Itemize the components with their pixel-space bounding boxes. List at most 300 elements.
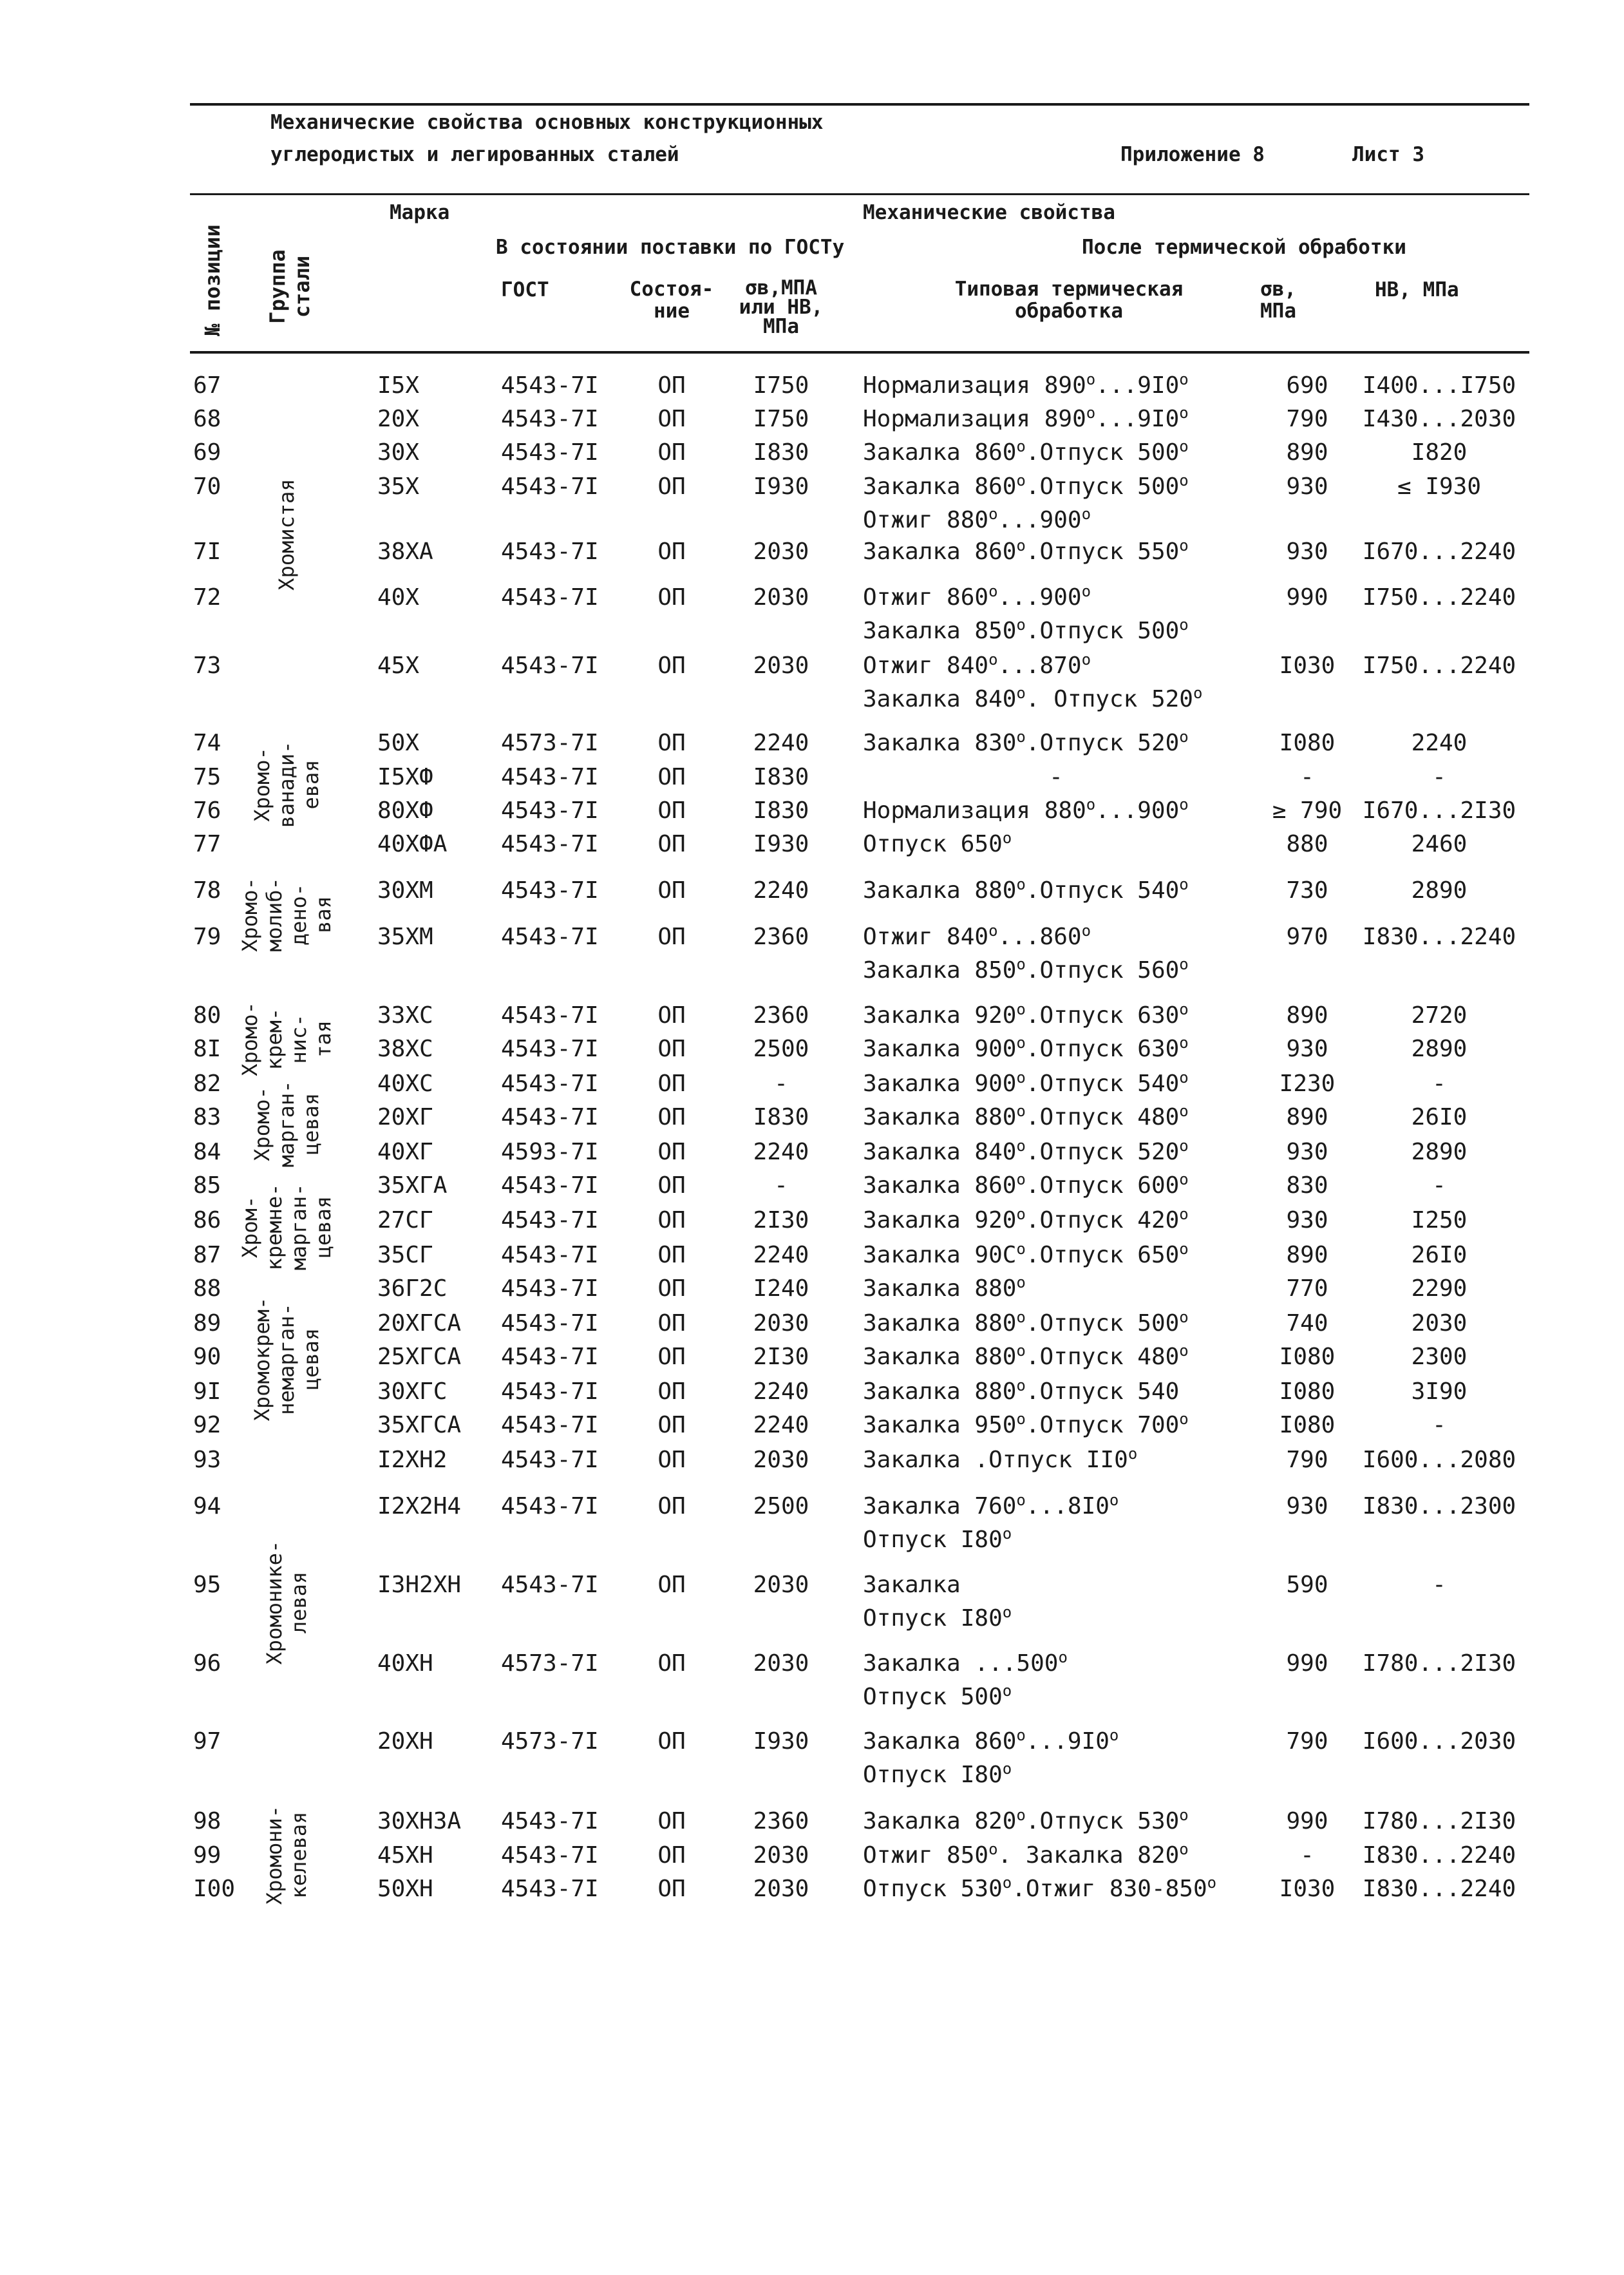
row-treatment-line: Отпуск I80$^o$ bbox=[863, 1760, 1012, 1788]
row-hb: 2890 bbox=[1411, 1139, 1468, 1165]
row-condition: ОП bbox=[657, 1104, 686, 1130]
row-treatment-line: Отжиг 840$^o$...870$^o$ bbox=[863, 651, 1091, 679]
row-treatment-line: Закалка 830$^o$.Отпуск 520$^o$ bbox=[863, 728, 1189, 756]
row-sigma: 970 bbox=[1286, 924, 1328, 950]
row-position: 84 bbox=[193, 1139, 222, 1165]
row-gost: 4543-7I bbox=[501, 1071, 599, 1097]
row-delivery-value: 2240 bbox=[753, 1412, 809, 1438]
row-treatment-line: Закалка 840$^o$. Отпуск 520$^o$ bbox=[863, 684, 1203, 712]
row-gost: 4543-7I bbox=[501, 1036, 599, 1062]
row-condition: ОП bbox=[657, 1650, 686, 1677]
row-treatment-line: Закалка 920$^o$.Отпуск 420$^o$ bbox=[863, 1205, 1189, 1233]
row-gost: 4543-7I bbox=[501, 1002, 599, 1029]
row-sigma: - bbox=[1300, 1842, 1314, 1869]
row-delivery-value: 2240 bbox=[753, 1378, 809, 1405]
row-condition: ОП bbox=[657, 538, 686, 565]
row-sigma: - bbox=[1300, 764, 1314, 790]
row-condition: ОП bbox=[657, 1412, 686, 1438]
row-grade: 30ХН3А bbox=[377, 1808, 462, 1834]
row-delivery-value: 2240 bbox=[753, 877, 809, 904]
row-treatment-line: Закалка 920$^o$.Отпуск 630$^o$ bbox=[863, 1000, 1189, 1029]
row-sigma: 930 bbox=[1286, 538, 1328, 565]
row-hb: 2290 bbox=[1411, 1275, 1468, 1302]
row-sigma: 990 bbox=[1286, 1808, 1328, 1834]
row-delivery-value: 2240 bbox=[753, 1139, 809, 1165]
row-grade: 80ХФ bbox=[377, 797, 433, 824]
row-grade: 20ХГСА bbox=[377, 1310, 462, 1337]
row-sigma: 890 bbox=[1286, 1104, 1328, 1130]
column-header-position: № позиции bbox=[200, 224, 225, 336]
row-condition: ОП bbox=[657, 1139, 686, 1165]
row-treatment-line: Отпуск 500$^o$ bbox=[863, 1682, 1012, 1710]
row-hb: I250 bbox=[1411, 1207, 1468, 1233]
row-gost: 4543-7I bbox=[501, 584, 599, 611]
group-label-chromium-molybdenum: Хромо- молиб- дено- вая bbox=[238, 877, 335, 952]
row-delivery-value: 2500 bbox=[753, 1036, 809, 1062]
row-delivery-value: 2240 bbox=[753, 1242, 809, 1268]
row-grade: 40ХС bbox=[377, 1071, 433, 1097]
row-sigma: 790 bbox=[1286, 406, 1328, 432]
row-gost: 4543-7I bbox=[501, 1378, 599, 1405]
row-grade: I5Х bbox=[377, 372, 420, 399]
row-sigma: I080 bbox=[1279, 1378, 1336, 1405]
row-gost: 4543-7I bbox=[501, 1275, 599, 1302]
row-treatment-line: Закалка 860$^o$...9I0$^o$ bbox=[863, 1726, 1119, 1755]
row-condition: ОП bbox=[657, 1447, 686, 1473]
row-gost: 4543-7I bbox=[501, 1412, 599, 1438]
row-treatment-line: Закалка .Отпуск II0$^o$ bbox=[863, 1445, 1138, 1473]
row-condition: ОП bbox=[657, 473, 686, 500]
row-grade: 50ХН bbox=[377, 1876, 433, 1902]
row-hb: 26I0 bbox=[1411, 1104, 1468, 1130]
row-treatment-line: Закалка 850$^o$.Отпуск 500$^o$ bbox=[863, 616, 1189, 644]
row-position: 93 bbox=[193, 1447, 222, 1473]
row-condition: ОП bbox=[657, 1572, 686, 1598]
row-position: 75 bbox=[193, 764, 222, 790]
row-treatment-line: Закалка 820$^o$.Отпуск 530$^o$ bbox=[863, 1806, 1189, 1834]
row-grade: 20ХН bbox=[377, 1728, 433, 1755]
row-grade: 35Х bbox=[377, 473, 420, 500]
row-grade: 38ХС bbox=[377, 1036, 433, 1062]
row-grade: 40ХН bbox=[377, 1650, 433, 1677]
row-grade: 45Х bbox=[377, 652, 420, 679]
row-delivery-value: 2360 bbox=[753, 924, 809, 950]
row-gost: 4543-7I bbox=[501, 924, 599, 950]
row-gost: 4573-7I bbox=[501, 1728, 599, 1755]
row-hb: - bbox=[1432, 1572, 1446, 1598]
group-label-chromium: Хромистая bbox=[274, 479, 299, 591]
column-header-after-heat-treatment: После термической обработки bbox=[1082, 236, 1406, 259]
row-delivery-value: I830 bbox=[753, 797, 809, 824]
top-rule bbox=[190, 103, 1529, 106]
row-sigma: 790 bbox=[1286, 1728, 1328, 1755]
row-position: 7I bbox=[193, 538, 222, 565]
row-position: 82 bbox=[193, 1071, 222, 1097]
row-gost: 4543-7I bbox=[501, 1242, 599, 1268]
row-condition: ОП bbox=[657, 877, 686, 904]
row-hb: ≤ I930 bbox=[1397, 473, 1482, 500]
row-sigma: 690 bbox=[1286, 372, 1328, 399]
row-condition: ОП bbox=[657, 924, 686, 950]
group-label-silicon-manganese: Хром- кремне- марган- цевая bbox=[238, 1183, 335, 1271]
row-sigma: 930 bbox=[1286, 1207, 1328, 1233]
row-hb: I670...2I30 bbox=[1362, 797, 1516, 824]
row-gost: 4543-7I bbox=[501, 1344, 599, 1370]
group-label-chromium-silicon-manganese: Хромокрем- немарган- цевая bbox=[250, 1297, 323, 1422]
row-delivery-value: I930 bbox=[753, 831, 809, 857]
row-position: 80 bbox=[193, 1002, 222, 1029]
row-condition: ОП bbox=[657, 652, 686, 679]
row-hb: I750...2240 bbox=[1362, 584, 1516, 611]
group-label-chromium-nickel: Хромонике- левая bbox=[262, 1540, 311, 1665]
group-label-chromium-vanadium: Хромо- ванади- евая bbox=[250, 741, 323, 828]
row-grade: 40Х bbox=[377, 584, 420, 611]
row-delivery-value: 2I30 bbox=[753, 1344, 809, 1370]
row-delivery-value: I830 bbox=[753, 439, 809, 466]
row-treatment-line: Закалка 860$^o$.Отпуск 500$^o$ bbox=[863, 437, 1189, 466]
row-hb: 2300 bbox=[1411, 1344, 1468, 1370]
row-hb: 2890 bbox=[1411, 877, 1468, 904]
row-delivery-value: I830 bbox=[753, 764, 809, 790]
row-condition: ОП bbox=[657, 584, 686, 611]
row-gost: 4543-7I bbox=[501, 1172, 599, 1199]
table-top-rule bbox=[190, 193, 1529, 195]
row-position: 72 bbox=[193, 584, 222, 611]
row-sigma: 890 bbox=[1286, 439, 1328, 466]
column-header-gost: ГОСТ bbox=[501, 278, 549, 301]
row-grade: 40ХФА bbox=[377, 831, 448, 857]
column-header-mechanical-properties: Механические свойства bbox=[863, 201, 1115, 224]
row-position: 9I bbox=[193, 1378, 222, 1405]
row-sigma: 790 bbox=[1286, 1447, 1328, 1473]
column-header-treatment: Типовая термическая обработка bbox=[954, 278, 1184, 323]
row-hb: 2030 bbox=[1411, 1310, 1468, 1337]
row-delivery-value: 2030 bbox=[753, 652, 809, 679]
row-hb: I400...I750 bbox=[1362, 372, 1516, 399]
row-grade: 50Х bbox=[377, 730, 420, 756]
row-condition: ОП bbox=[657, 1275, 686, 1302]
row-sigma: 990 bbox=[1286, 1650, 1328, 1677]
row-sigma: 890 bbox=[1286, 1002, 1328, 1029]
column-header-hb: НВ, МПа bbox=[1375, 278, 1459, 301]
row-grade: 20Х bbox=[377, 406, 420, 432]
row-gost: 4593-7I bbox=[501, 1139, 599, 1165]
row-hb: I830...2240 bbox=[1362, 924, 1516, 950]
row-grade: 40ХГ bbox=[377, 1139, 433, 1165]
row-treatment-line: Закалка 880$^o$ bbox=[863, 1273, 1026, 1302]
row-treatment-line: Отжиг 860$^o$...900$^o$ bbox=[863, 582, 1091, 611]
row-delivery-value: I830 bbox=[753, 1104, 809, 1130]
sheet-label: Лист 3 bbox=[1352, 143, 1424, 166]
column-header-group: Группа стали bbox=[265, 249, 314, 324]
row-hb: I830...2300 bbox=[1362, 1493, 1516, 1519]
row-treatment-line: Закалка 840$^o$.Отпуск 520$^o$ bbox=[863, 1137, 1189, 1165]
row-condition: ОП bbox=[657, 372, 686, 399]
column-header-delivery-state: В состоянии поставки по ГОСТу bbox=[496, 236, 845, 259]
row-grade: 30ХМ bbox=[377, 877, 433, 904]
row-position: 85 bbox=[193, 1172, 222, 1199]
row-grade: I3Н2ХН bbox=[377, 1572, 462, 1598]
row-gost: 4543-7I bbox=[501, 1876, 599, 1902]
row-position: 96 bbox=[193, 1650, 222, 1677]
row-treatment-line: Закалка 880$^o$.Отпуск 480$^o$ bbox=[863, 1102, 1189, 1130]
row-hb: 3I90 bbox=[1411, 1378, 1468, 1405]
row-grade: 35СГ bbox=[377, 1242, 433, 1268]
row-hb: 2720 bbox=[1411, 1002, 1468, 1029]
row-delivery-value: 2030 bbox=[753, 1842, 809, 1869]
column-header-grade: Марка bbox=[390, 201, 450, 224]
row-hb: - bbox=[1432, 764, 1446, 790]
row-treatment-line: Отжиг 840$^o$...860$^o$ bbox=[863, 922, 1091, 950]
row-sigma: 930 bbox=[1286, 1139, 1328, 1165]
document-title-line-1: Механические свойства основных конструкционных bbox=[270, 111, 824, 134]
row-hb: - bbox=[1432, 1071, 1446, 1097]
row-position: I00 bbox=[193, 1876, 236, 1902]
row-gost: 4543-7I bbox=[501, 652, 599, 679]
group-label-chromium-silicon: Хромо- крем- нис- тая bbox=[238, 1002, 335, 1076]
row-position: 98 bbox=[193, 1808, 222, 1834]
row-hb: 2460 bbox=[1411, 831, 1468, 857]
row-delivery-value: 2030 bbox=[753, 1447, 809, 1473]
row-sigma: I030 bbox=[1279, 652, 1336, 679]
row-treatment-line: Закалка 860$^o$.Отпуск 600$^o$ bbox=[863, 1170, 1189, 1199]
row-grade: 38ХА bbox=[377, 538, 433, 565]
row-hb: I600...2030 bbox=[1362, 1728, 1516, 1755]
row-sigma: 890 bbox=[1286, 1242, 1328, 1268]
row-position: 78 bbox=[193, 877, 222, 904]
row-treatment-line: Закалка 850$^o$.Отпуск 560$^o$ bbox=[863, 955, 1189, 984]
row-treatment-line: Отпуск I80$^o$ bbox=[863, 1603, 1012, 1632]
row-gost: 4543-7I bbox=[501, 1808, 599, 1834]
row-treatment-line: Закалка 880$^o$.Отпуск 540 bbox=[863, 1376, 1180, 1405]
row-condition: ОП bbox=[657, 831, 686, 857]
row-treatment-line: Закалка 880$^o$.Отпуск 540$^o$ bbox=[863, 875, 1189, 904]
row-gost: 4543-7I bbox=[501, 877, 599, 904]
row-gost: 4543-7I bbox=[501, 406, 599, 432]
row-treatment-line: Закалка 760$^o$...8I0$^o$ bbox=[863, 1491, 1119, 1519]
row-gost: 4543-7I bbox=[501, 1207, 599, 1233]
row-gost: 4543-7I bbox=[501, 797, 599, 824]
row-hb: 26I0 bbox=[1411, 1242, 1468, 1268]
row-grade: 35ХГА bbox=[377, 1172, 448, 1199]
row-position: 87 bbox=[193, 1242, 222, 1268]
row-sigma: 740 bbox=[1286, 1310, 1328, 1337]
row-sigma: 930 bbox=[1286, 1036, 1328, 1062]
row-hb: I830...2240 bbox=[1362, 1876, 1516, 1902]
row-hb: I780...2I30 bbox=[1362, 1650, 1516, 1677]
row-sigma: I080 bbox=[1279, 1412, 1336, 1438]
row-treatment-line: Закалка 860$^o$.Отпуск 550$^o$ bbox=[863, 537, 1189, 565]
row-delivery-value: 2030 bbox=[753, 1876, 809, 1902]
row-gost: 4543-7I bbox=[501, 372, 599, 399]
row-condition: ОП bbox=[657, 1071, 686, 1097]
row-treatment-line: Отжиг 850$^o$. Закалка 820$^o$ bbox=[863, 1840, 1189, 1869]
row-sigma: 730 bbox=[1286, 877, 1328, 904]
row-gost: 4543-7I bbox=[501, 439, 599, 466]
row-delivery-value: I930 bbox=[753, 1728, 809, 1755]
row-sigma: I230 bbox=[1279, 1071, 1336, 1097]
row-condition: ОП bbox=[657, 1493, 686, 1519]
row-position: 67 bbox=[193, 372, 222, 399]
row-delivery-value: 2030 bbox=[753, 1310, 809, 1337]
row-position: 74 bbox=[193, 730, 222, 756]
row-treatment-line: Отпуск I80$^o$ bbox=[863, 1525, 1012, 1553]
row-hb: I670...2240 bbox=[1362, 538, 1516, 565]
row-position: 99 bbox=[193, 1842, 222, 1869]
row-condition: ОП bbox=[657, 797, 686, 824]
row-gost: 4543-7I bbox=[501, 1842, 599, 1869]
row-delivery-value: 2I30 bbox=[753, 1207, 809, 1233]
row-position: 92 bbox=[193, 1412, 222, 1438]
row-delivery-value: 2030 bbox=[753, 538, 809, 565]
row-position: 97 bbox=[193, 1728, 222, 1755]
row-position: 88 bbox=[193, 1275, 222, 1302]
column-header-sigma-hb: σв,МПА или НВ, МПа bbox=[739, 276, 824, 338]
row-position: 83 bbox=[193, 1104, 222, 1130]
row-grade: 25ХГСА bbox=[377, 1344, 462, 1370]
row-treatment-line: - bbox=[1049, 764, 1063, 790]
row-condition: ОП bbox=[657, 1378, 686, 1405]
row-gost: 4543-7I bbox=[501, 764, 599, 790]
row-position: 90 bbox=[193, 1344, 222, 1370]
header-bottom-rule bbox=[190, 351, 1529, 354]
row-grade: 35ХМ bbox=[377, 924, 433, 950]
row-treatment-line: Отпуск 650$^o$ bbox=[863, 829, 1012, 857]
group-label-chromium-manganese: Хромо- марган- цевая bbox=[250, 1080, 323, 1168]
row-grade: 30Х bbox=[377, 439, 420, 466]
row-gost: 4543-7I bbox=[501, 1447, 599, 1473]
row-gost: 4543-7I bbox=[501, 538, 599, 565]
appendix-label: Приложение 8 bbox=[1120, 143, 1265, 166]
row-delivery-value: I750 bbox=[753, 372, 809, 399]
row-grade: I2Х2Н4 bbox=[377, 1493, 462, 1519]
row-grade: 33ХС bbox=[377, 1002, 433, 1029]
row-treatment-line: Закалка 880$^o$.Отпуск 500$^o$ bbox=[863, 1308, 1189, 1337]
row-grade: I2ХН2 bbox=[377, 1447, 448, 1473]
row-hb: I600...2080 bbox=[1362, 1447, 1516, 1473]
row-hb: I830...2240 bbox=[1362, 1842, 1516, 1869]
row-gost: 4543-7I bbox=[501, 831, 599, 857]
row-gost: 4543-7I bbox=[501, 1572, 599, 1598]
row-grade: I5ХФ bbox=[377, 764, 433, 790]
row-treatment-line: Закалка 900$^o$.Отпуск 540$^o$ bbox=[863, 1069, 1189, 1097]
row-gost: 4573-7I bbox=[501, 1650, 599, 1677]
row-condition: ОП bbox=[657, 764, 686, 790]
row-treatment-line: Закалка bbox=[863, 1572, 961, 1598]
row-position: 95 bbox=[193, 1572, 222, 1598]
row-delivery-value: 2500 bbox=[753, 1493, 809, 1519]
row-position: 68 bbox=[193, 406, 222, 432]
row-hb: I820 bbox=[1411, 439, 1468, 466]
row-sigma: I030 bbox=[1279, 1876, 1336, 1902]
row-position: 73 bbox=[193, 652, 222, 679]
row-grade: 27СГ bbox=[377, 1207, 433, 1233]
row-delivery-value: 2030 bbox=[753, 1572, 809, 1598]
row-grade: 20ХГ bbox=[377, 1104, 433, 1130]
row-gost: 4573-7I bbox=[501, 730, 599, 756]
row-condition: ОП bbox=[657, 406, 686, 432]
row-gost: 4543-7I bbox=[501, 1493, 599, 1519]
row-condition: ОП bbox=[657, 1808, 686, 1834]
column-header-sigma-after: σв, МПа bbox=[1260, 278, 1296, 323]
row-sigma: 770 bbox=[1286, 1275, 1328, 1302]
row-position: 89 bbox=[193, 1310, 222, 1337]
row-delivery-value: 2360 bbox=[753, 1808, 809, 1834]
row-hb: 2890 bbox=[1411, 1036, 1468, 1062]
row-delivery-value: I930 bbox=[753, 473, 809, 500]
row-condition: ОП bbox=[657, 1172, 686, 1199]
row-grade: 35ХГСА bbox=[377, 1412, 462, 1438]
row-treatment-line: Закалка 900$^o$.Отпуск 630$^o$ bbox=[863, 1034, 1189, 1062]
row-condition: ОП bbox=[657, 439, 686, 466]
row-condition: ОП bbox=[657, 1036, 686, 1062]
row-condition: ОП bbox=[657, 1876, 686, 1902]
row-condition: ОП bbox=[657, 1344, 686, 1370]
row-condition: ОП bbox=[657, 1728, 686, 1755]
row-hb: - bbox=[1432, 1412, 1446, 1438]
row-gost: 4543-7I bbox=[501, 1104, 599, 1130]
row-treatment-line: Нормализация 880$^o$...900$^o$ bbox=[863, 795, 1189, 824]
row-delivery-value: - bbox=[774, 1172, 788, 1199]
row-condition: ОП bbox=[657, 1242, 686, 1268]
group-label-chromium-nickel-2: Хромони- келевая bbox=[262, 1805, 311, 1905]
row-hb: - bbox=[1432, 1172, 1446, 1199]
row-treatment-line: Отпуск 530$^o$.Отжиг 830-850$^o$ bbox=[863, 1874, 1217, 1902]
row-hb: I780...2I30 bbox=[1362, 1808, 1516, 1834]
row-condition: ОП bbox=[657, 1002, 686, 1029]
row-sigma: 880 bbox=[1286, 831, 1328, 857]
row-grade: 45ХН bbox=[377, 1842, 433, 1869]
row-delivery-value: 2030 bbox=[753, 1650, 809, 1677]
row-position: 70 bbox=[193, 473, 222, 500]
column-header-condition: Состоя- ние bbox=[629, 278, 714, 323]
row-sigma: 990 bbox=[1286, 584, 1328, 611]
row-position: 69 bbox=[193, 439, 222, 466]
row-treatment-line: Нормализация 890$^o$...9I0$^o$ bbox=[863, 370, 1189, 399]
row-delivery-value: 2030 bbox=[753, 584, 809, 611]
row-sigma: 830 bbox=[1286, 1172, 1328, 1199]
row-treatment-line: Закалка 950$^o$.Отпуск 700$^o$ bbox=[863, 1410, 1189, 1438]
row-delivery-value: 2240 bbox=[753, 730, 809, 756]
row-treatment-line: Закалка 860$^o$.Отпуск 500$^o$ bbox=[863, 471, 1189, 500]
row-position: 79 bbox=[193, 924, 222, 950]
row-condition: ОП bbox=[657, 1207, 686, 1233]
row-delivery-value: I750 bbox=[753, 406, 809, 432]
row-sigma: 590 bbox=[1286, 1572, 1328, 1598]
row-sigma: I080 bbox=[1279, 1344, 1336, 1370]
row-sigma: 930 bbox=[1286, 473, 1328, 500]
row-gost: 4543-7I bbox=[501, 1310, 599, 1337]
row-gost: 4543-7I bbox=[501, 473, 599, 500]
row-condition: ОП bbox=[657, 730, 686, 756]
row-sigma: 930 bbox=[1286, 1493, 1328, 1519]
document-title-line-2: углеродистых и легированных сталей bbox=[270, 143, 679, 166]
row-treatment-line: Закалка $90С^o.Отпуск$ 650$^o$ bbox=[863, 1240, 1189, 1268]
row-hb: I430...2030 bbox=[1362, 406, 1516, 432]
row-condition: ОП bbox=[657, 1310, 686, 1337]
row-position: 8I bbox=[193, 1036, 222, 1062]
row-condition: ОП bbox=[657, 1842, 686, 1869]
row-position: 76 bbox=[193, 797, 222, 824]
row-delivery-value: - bbox=[774, 1071, 788, 1097]
row-grade: 36Г2С bbox=[377, 1275, 448, 1302]
row-position: 77 bbox=[193, 831, 222, 857]
row-hb: 2240 bbox=[1411, 730, 1468, 756]
row-delivery-value: 2360 bbox=[753, 1002, 809, 1029]
row-treatment-line: Закалка ...500$^o$ bbox=[863, 1648, 1068, 1677]
row-grade: 30ХГС bbox=[377, 1378, 448, 1405]
row-treatment-line: Отжиг 880$^o$...900$^o$ bbox=[863, 505, 1091, 533]
